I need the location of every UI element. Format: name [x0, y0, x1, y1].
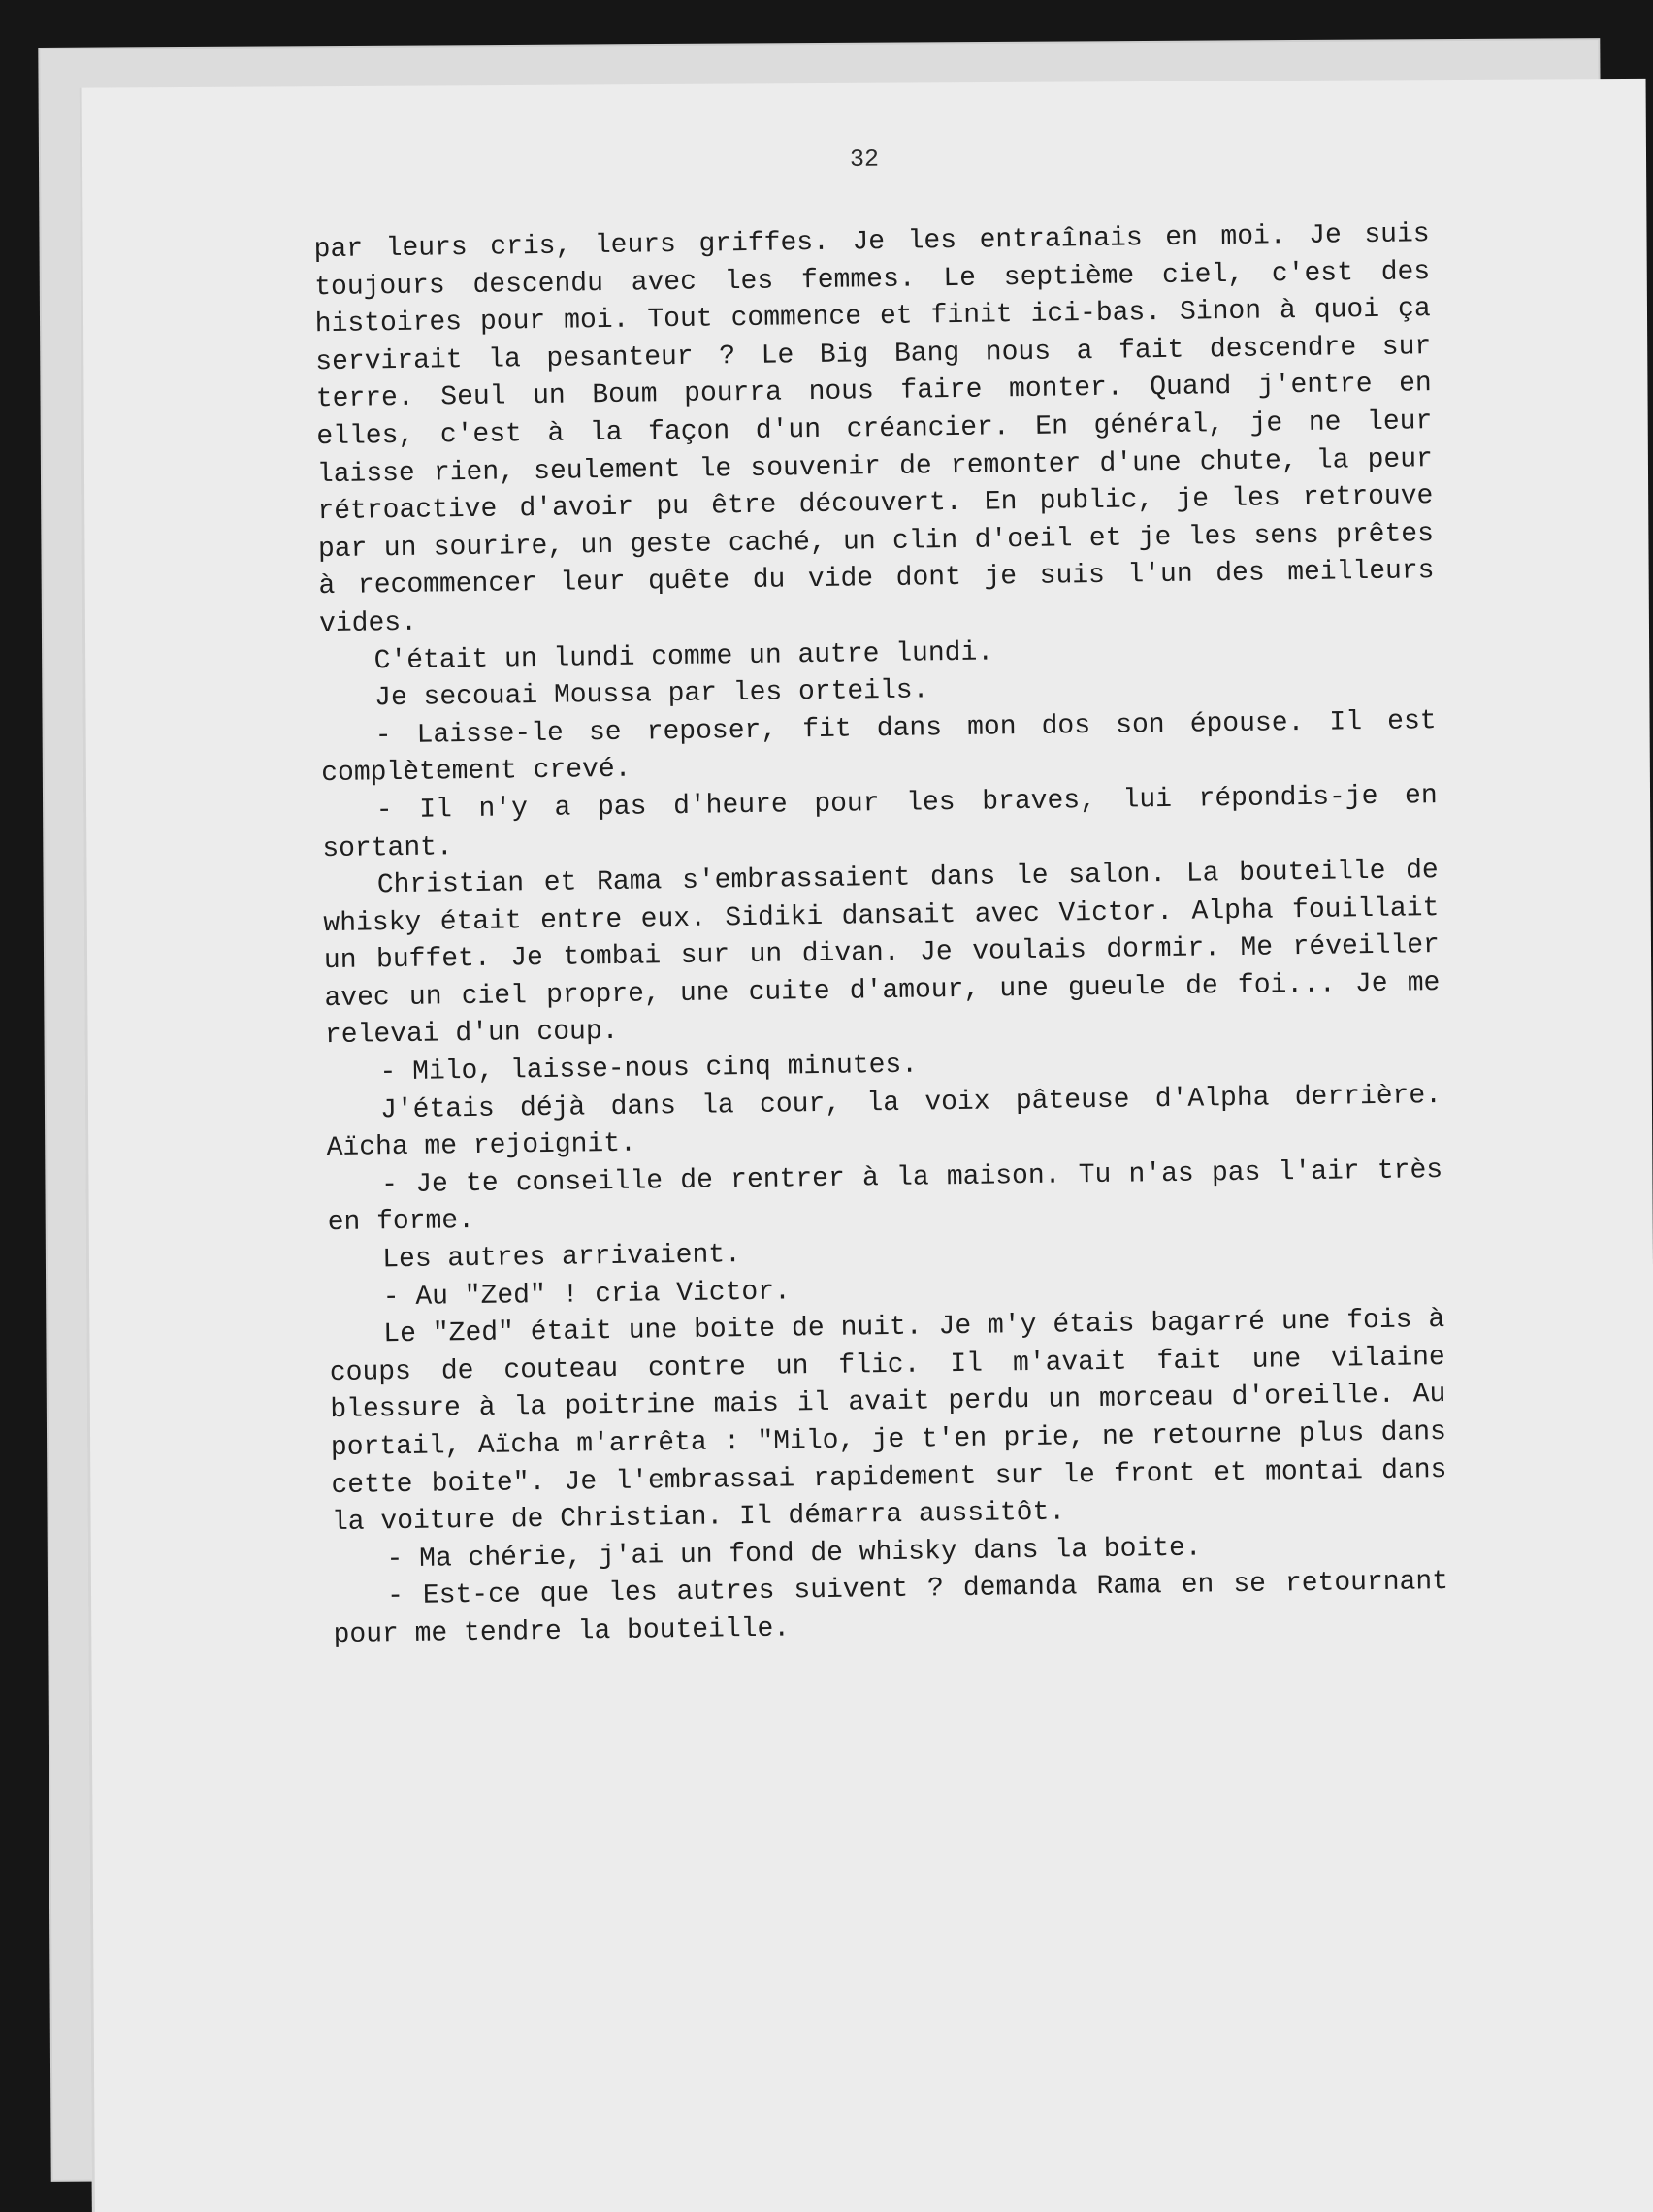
dialogue-line: - Est-ce que les autres suivent ? demanda Rama en se retournant pour me tendre la bouteille. [333, 1567, 1449, 1651]
dialogue-line: - Il n'y a pas d'heure pour les braves, lui répondis-je en sortant. [322, 780, 1438, 864]
dialogue-line: - Laisse-le se reposer, fit dans mon dos son épouse. Il est complètement crevé. [321, 705, 1437, 790]
dialogue-line: - Milo, laisse-nous cinq minutes. [379, 1050, 919, 1089]
paragraph: Le "Zed" était une boite de nuit. Je m'y étais bagarré une fois à coups de couteau contre un flic. Il m'avait fait une vilaine blessure à la poitrine mais il avait perdu un morceau d'oreille. Au portail, Aïcha m'arrêta : "Milo, je t'en prie, ne retourne plus dans cette boite". Je l'embrassai rapidement sur le front et montai dans la voiture de Christian. Il démarra aussitôt. [329, 1305, 1447, 1539]
page-body [313, 216, 1448, 1654]
paper-stack [40, 40, 1610, 2180]
dialogue-line: - Au "Zed" ! cria Victor. [382, 1277, 792, 1313]
paragraph: Christian et Rama s'embrassaient dans le salon. La bouteille de whisky était entre eux. Sidiki dansait avec Victor. Alpha fouillait un buffet. Je tombai sur un divan. Je voulais dormir. Me réveiller avec un ciel propre, une cuite d'amour, une gueule de foi... Je me relevai d'un coup. [323, 856, 1441, 1052]
paragraph: J'étais déjà dans la cour, la voix pâteuse d'Alpha derrière. Aïcha me rejoignit. [326, 1080, 1442, 1164]
dialogue-line: - Je te conseille de rentrer à la maison. Tu n'as pas l'air très en forme. [327, 1155, 1443, 1239]
paragraph: Les autres arrivaient. [382, 1240, 742, 1276]
paragraph: par leurs cris, leurs griffes. Je les entraînais en moi. Je suis toujours descendu avec les femmes. Le septième ciel, c'est des histoires pour moi. Tout commence et finit ici-bas. Sinon à quoi ça servirait la pesanteur ? Le Big Bang nous a fait descendre sur terre. Seul un Boum pourra nous faire monter. Quand j'entre en elles, c'est à la façon d'un créancier. En général, je ne leur laisse rien, seulement le souvenir de remonter d'une chute, la peur rétroactive d'avoir pu être découvert. En public, je les retrouve par un sourire, un geste caché, un clin d'oeil et je les sens prêtes à recommencer leur quête du vide dont je suis l'un des meilleurs vides. [313, 219, 1435, 640]
dialogue-line: - Ma chérie, j'ai un fond de whisky dans la boite. [386, 1533, 1202, 1576]
paragraph: Je secouai Moussa par les orteils. [373, 675, 929, 714]
manuscript-page [80, 79, 1653, 2212]
page-number: 32 [849, 145, 880, 174]
paragraph: C'était un lundi comme un autre lundi. [373, 636, 994, 676]
